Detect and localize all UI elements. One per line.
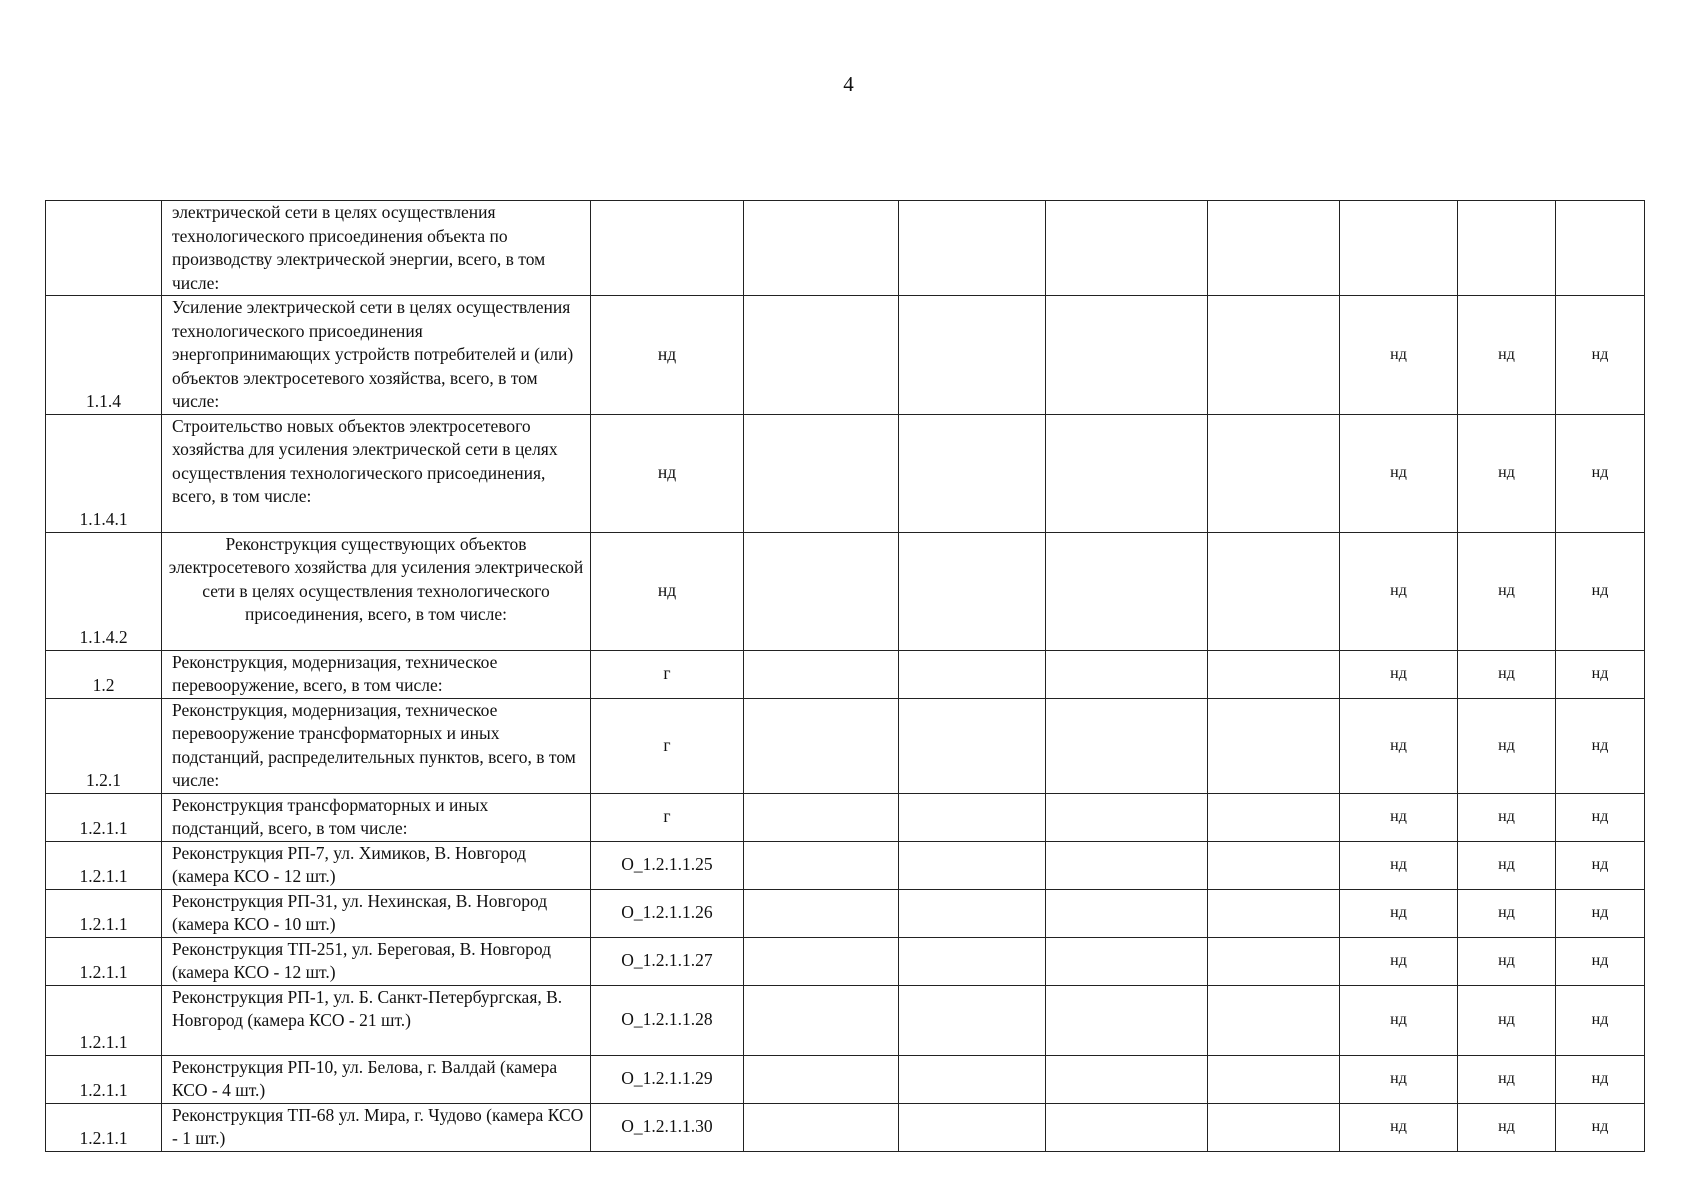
empty-cell bbox=[1208, 841, 1340, 889]
table-row bbox=[46, 296, 1645, 415]
row-name-cell: Реконструкция РП-10, ул. Белова, г. Валдай (камера КСО - 4 шт.) bbox=[162, 1055, 591, 1103]
row-name-cell: Реконструкция существующих объектов электросетевого хозяйства для усиления электрической сети в целях осуществления технологического присоединения, всего, в том числе: bbox=[162, 532, 591, 650]
row-flag-cell: нд bbox=[1556, 889, 1645, 937]
empty-cell bbox=[744, 937, 899, 985]
row-flag-cell: нд bbox=[1458, 841, 1556, 889]
empty-cell bbox=[1046, 414, 1208, 532]
page-number: 4 bbox=[843, 72, 854, 96]
table-row bbox=[46, 841, 1645, 889]
row-identifier-cell: нд bbox=[591, 414, 744, 532]
table-row bbox=[46, 698, 1645, 793]
row-number-cell: 1.2.1.1 bbox=[46, 889, 162, 937]
empty-cell bbox=[899, 985, 1046, 1055]
row-flag-cell: нд bbox=[1458, 985, 1556, 1055]
table-row bbox=[46, 532, 1645, 650]
empty-cell bbox=[899, 414, 1046, 532]
row-number-cell: 1.2.1.1 bbox=[46, 793, 162, 841]
empty-cell bbox=[744, 841, 899, 889]
empty-cell bbox=[1046, 937, 1208, 985]
row-flag-cell: нд bbox=[1340, 414, 1458, 532]
table-row bbox=[46, 201, 1645, 296]
row-flag-cell: нд bbox=[1458, 937, 1556, 985]
row-flag-cell: нд bbox=[1340, 698, 1458, 793]
row-flag-cell bbox=[1340, 201, 1458, 296]
table-row bbox=[46, 650, 1645, 698]
row-flag-cell: нд bbox=[1340, 296, 1458, 415]
empty-cell bbox=[1208, 650, 1340, 698]
empty-cell bbox=[899, 1055, 1046, 1103]
row-number-cell: 1.2.1.1 bbox=[46, 985, 162, 1055]
empty-cell bbox=[1046, 698, 1208, 793]
empty-cell bbox=[899, 201, 1046, 296]
row-flag-cell: нд bbox=[1458, 532, 1556, 650]
empty-cell bbox=[744, 650, 899, 698]
row-name-cell: Реконструкция ТП-68 ул. Мира, г. Чудово (камера КСО - 1 шт.) bbox=[162, 1103, 591, 1151]
row-flag-cell: нд bbox=[1458, 1103, 1556, 1151]
row-flag-cell: нд bbox=[1556, 698, 1645, 793]
empty-cell bbox=[1208, 532, 1340, 650]
empty-cell bbox=[744, 985, 899, 1055]
row-name-cell: Реконструкция РП-1, ул. Б. Санкт-Петербургская, В. Новгород (камера КСО - 21 шт.) bbox=[162, 985, 591, 1055]
row-flag-cell bbox=[1556, 201, 1645, 296]
row-flag-cell: нд bbox=[1556, 650, 1645, 698]
row-identifier-cell: O_1.2.1.1.30 bbox=[591, 1103, 744, 1151]
row-name-cell: Реконструкция РП-31, ул. Нехинская, В. Новгород (камера КСО - 10 шт.) bbox=[162, 889, 591, 937]
row-flag-cell: нд bbox=[1340, 985, 1458, 1055]
empty-cell bbox=[899, 650, 1046, 698]
empty-cell bbox=[1208, 1055, 1340, 1103]
empty-cell bbox=[1208, 698, 1340, 793]
row-name-cell: Реконструкция РП-7, ул. Химиков, В. Новгород (камера КСО - 12 шт.) bbox=[162, 841, 591, 889]
empty-cell bbox=[1208, 201, 1340, 296]
row-flag-cell: нд bbox=[1556, 414, 1645, 532]
empty-cell bbox=[1046, 1055, 1208, 1103]
row-flag-cell: нд bbox=[1340, 1103, 1458, 1151]
row-name-cell: электрической сети в целях осуществления технологического присоединения объекта по производству электрической энергии, всего, в том числе: bbox=[162, 201, 591, 296]
row-identifier-cell: г bbox=[591, 650, 744, 698]
row-name-cell: Усиление электрической сети в целях осуществления технологического присоединения энергопринимающих устройств потребителей и (или) объектов электросетевого хозяйства, всего, в том числе: bbox=[162, 296, 591, 415]
row-flag-cell: нд bbox=[1556, 793, 1645, 841]
empty-cell bbox=[1046, 1103, 1208, 1151]
row-identifier-cell: г bbox=[591, 793, 744, 841]
empty-cell bbox=[1046, 793, 1208, 841]
row-flag-cell: нд bbox=[1458, 698, 1556, 793]
empty-cell bbox=[744, 1103, 899, 1151]
empty-cell bbox=[899, 1103, 1046, 1151]
empty-cell bbox=[1208, 296, 1340, 415]
row-flag-cell: нд bbox=[1458, 1055, 1556, 1103]
row-flag-cell: нд bbox=[1458, 296, 1556, 415]
row-number-cell: 1.2.1.1 bbox=[46, 1055, 162, 1103]
row-number-cell: 1.1.4.2 bbox=[46, 532, 162, 650]
row-identifier-cell: O_1.2.1.1.27 bbox=[591, 937, 744, 985]
row-flag-cell: нд bbox=[1556, 1103, 1645, 1151]
row-number-cell: 1.2.1.1 bbox=[46, 937, 162, 985]
row-flag-cell: нд bbox=[1340, 841, 1458, 889]
row-flag-cell: нд bbox=[1458, 414, 1556, 532]
table-row bbox=[46, 1055, 1645, 1103]
row-flag-cell: нд bbox=[1458, 889, 1556, 937]
row-flag-cell: нд bbox=[1340, 650, 1458, 698]
row-number-cell: 1.2.1.1 bbox=[46, 841, 162, 889]
table-row bbox=[46, 889, 1645, 937]
empty-cell bbox=[1208, 793, 1340, 841]
row-flag-cell: нд bbox=[1556, 985, 1645, 1055]
empty-cell bbox=[744, 889, 899, 937]
empty-cell bbox=[899, 841, 1046, 889]
row-identifier-cell: г bbox=[591, 698, 744, 793]
empty-cell bbox=[1208, 1103, 1340, 1151]
empty-cell bbox=[899, 793, 1046, 841]
row-flag-cell: нд bbox=[1340, 532, 1458, 650]
table-row bbox=[46, 1103, 1645, 1151]
empty-cell bbox=[744, 532, 899, 650]
empty-cell bbox=[1208, 985, 1340, 1055]
empty-cell bbox=[1208, 937, 1340, 985]
empty-cell bbox=[1208, 414, 1340, 532]
empty-cell bbox=[744, 201, 899, 296]
row-number-cell: 1.2 bbox=[46, 650, 162, 698]
row-flag-cell: нд bbox=[1340, 793, 1458, 841]
empty-cell bbox=[899, 889, 1046, 937]
row-flag-cell bbox=[1458, 201, 1556, 296]
empty-cell bbox=[1046, 296, 1208, 415]
row-number-cell bbox=[46, 201, 162, 296]
row-number-cell: 1.2.1.1 bbox=[46, 1103, 162, 1151]
row-number-cell: 1.1.4.1 bbox=[46, 414, 162, 532]
empty-cell bbox=[1046, 889, 1208, 937]
empty-cell bbox=[899, 698, 1046, 793]
empty-cell bbox=[1046, 841, 1208, 889]
empty-cell bbox=[1046, 532, 1208, 650]
empty-cell bbox=[1046, 201, 1208, 296]
row-flag-cell: нд bbox=[1340, 937, 1458, 985]
table-row bbox=[46, 937, 1645, 985]
row-identifier-cell: O_1.2.1.1.29 bbox=[591, 1055, 744, 1103]
row-identifier-cell: O_1.2.1.1.28 bbox=[591, 985, 744, 1055]
empty-cell bbox=[744, 793, 899, 841]
empty-cell bbox=[1046, 650, 1208, 698]
row-identifier-cell bbox=[591, 201, 744, 296]
row-flag-cell: нд bbox=[1458, 650, 1556, 698]
empty-cell bbox=[1046, 985, 1208, 1055]
table-row bbox=[46, 793, 1645, 841]
row-name-cell: Реконструкция, модернизация, техническое перевооружение трансформаторных и иных подстанций, распределительных пунктов, всего, в том числе: bbox=[162, 698, 591, 793]
row-identifier-cell: нд bbox=[591, 532, 744, 650]
empty-cell bbox=[899, 296, 1046, 415]
row-flag-cell: нд bbox=[1556, 841, 1645, 889]
empty-cell bbox=[744, 414, 899, 532]
row-number-cell: 1.1.4 bbox=[46, 296, 162, 415]
empty-cell bbox=[899, 937, 1046, 985]
row-identifier-cell: нд bbox=[591, 296, 744, 415]
row-name-cell: Реконструкция, модернизация, техническое перевооружение, всего, в том числе: bbox=[162, 650, 591, 698]
row-flag-cell: нд bbox=[1556, 296, 1645, 415]
empty-cell bbox=[744, 698, 899, 793]
row-flag-cell: нд bbox=[1340, 1055, 1458, 1103]
investment-program-table bbox=[45, 200, 1645, 1152]
empty-cell bbox=[744, 296, 899, 415]
row-flag-cell: нд bbox=[1340, 889, 1458, 937]
empty-cell bbox=[899, 532, 1046, 650]
row-name-cell: Реконструкция ТП-251, ул. Береговая, В. Новгород (камера КСО - 12 шт.) bbox=[162, 937, 591, 985]
table-row bbox=[46, 414, 1645, 532]
table-body bbox=[46, 201, 1645, 1152]
row-number-cell: 1.2.1 bbox=[46, 698, 162, 793]
row-flag-cell: нд bbox=[1556, 1055, 1645, 1103]
row-name-cell: Реконструкция трансформаторных и иных подстанций, всего, в том числе: bbox=[162, 793, 591, 841]
empty-cell bbox=[744, 1055, 899, 1103]
row-name-cell: Строительство новых объектов электросетевого хозяйства для усиления электрической сети в целях осуществления технологического присоединения, всего, в том числе: bbox=[162, 414, 591, 532]
row-identifier-cell: O_1.2.1.1.25 bbox=[591, 841, 744, 889]
row-flag-cell: нд bbox=[1556, 937, 1645, 985]
row-identifier-cell: O_1.2.1.1.26 bbox=[591, 889, 744, 937]
row-flag-cell: нд bbox=[1458, 793, 1556, 841]
table-row bbox=[46, 985, 1645, 1055]
empty-cell bbox=[1208, 889, 1340, 937]
row-flag-cell: нд bbox=[1556, 532, 1645, 650]
